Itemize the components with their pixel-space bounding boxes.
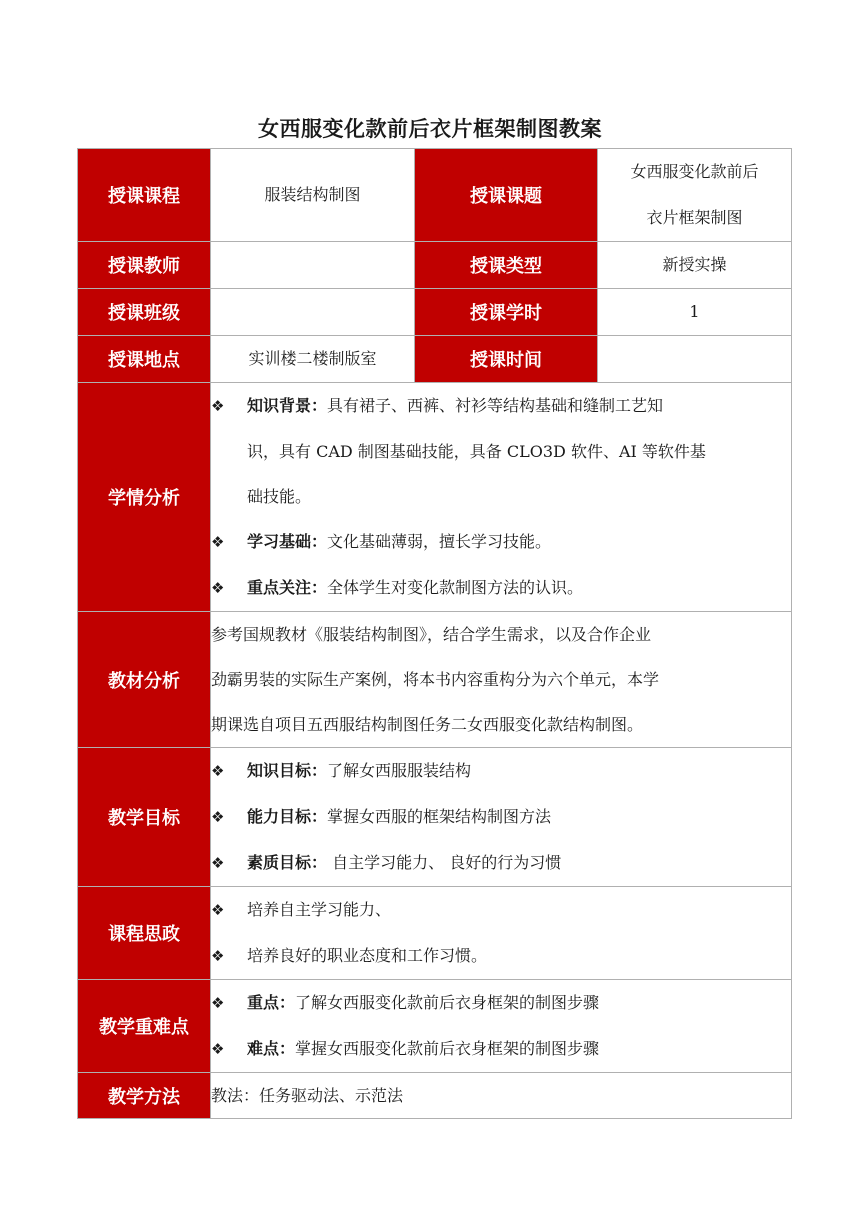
list-item <box>211 887 791 933</box>
item-key: 重点关注： <box>247 578 328 597</box>
learner-analysis-label: 学情分析 <box>78 383 211 612</box>
paragraph-line: 参考国规教材《服装结构制图》，结合学生需求，以及合作企业 <box>211 625 652 644</box>
textbook-analysis-label: 教材分析 <box>78 612 211 748</box>
diamond-bullet-icon: ❖ <box>211 579 225 597</box>
time-value <box>598 336 792 383</box>
topic-value-line: 女西服变化款前后 <box>630 162 759 181</box>
list-item <box>211 519 791 565</box>
textbook-analysis-content <box>211 612 792 748</box>
place-label: 授课地点 <box>78 336 211 383</box>
course-label: 授课课程 <box>78 149 211 242</box>
key-difficult-points-label: 教学重难点 <box>78 980 211 1073</box>
item-key: 重点： <box>247 993 296 1012</box>
place-value: 实训楼二楼制版室 <box>211 336 415 383</box>
teaching-goals-label: 教学目标 <box>78 748 211 887</box>
table-row <box>78 289 792 336</box>
teaching-goals-content <box>211 748 792 887</box>
item-text: 掌握女西服的框架结构制图方法 <box>327 807 552 826</box>
type-value: 新授实操 <box>598 242 792 289</box>
lesson-plan-table <box>77 148 792 1119</box>
item-key: 知识背景： <box>247 396 328 415</box>
list-item <box>211 383 791 429</box>
list-item <box>211 748 791 794</box>
item-text: 了解女西服变化款前后衣身框架的制图步骤 <box>295 993 600 1012</box>
table-row <box>78 612 792 748</box>
item-text: 全体学生对变化款制图方法的认识。 <box>327 578 584 597</box>
item-key: 知识目标： <box>247 761 328 780</box>
teacher-value <box>211 242 415 289</box>
hours-label: 授课学时 <box>415 289 598 336</box>
teacher-label: 授课教师 <box>78 242 211 289</box>
hours-value: 1 <box>598 289 792 336</box>
item-key: 能力目标： <box>247 807 328 826</box>
class-label: 授课班级 <box>78 289 211 336</box>
teaching-methods-content: 教法：任务驱动法、示范法 <box>211 1073 792 1119</box>
topic-value-line: 衣片框架制图 <box>646 208 743 227</box>
table-row <box>78 980 792 1073</box>
item-text: 培养良好的职业态度和工作习惯。 <box>247 946 488 965</box>
list-item <box>211 840 791 886</box>
diamond-bullet-icon: ❖ <box>211 762 225 780</box>
table-row <box>78 887 792 980</box>
diamond-bullet-icon: ❖ <box>211 397 225 415</box>
page-title: 女西服变化款前后衣片框架制图教案 <box>258 117 602 141</box>
diamond-bullet-icon: ❖ <box>211 994 225 1012</box>
course-ideology-content <box>211 887 792 980</box>
diamond-bullet-icon: ❖ <box>211 1040 225 1058</box>
topic-label: 授课课题 <box>415 149 598 242</box>
item-text: 掌握女西服变化款前后衣身框架的制图步骤 <box>295 1039 600 1058</box>
table-row <box>78 748 792 887</box>
key-difficult-points-content <box>211 980 792 1073</box>
course-ideology-label: 课程思政 <box>78 887 211 980</box>
course-value: 服装结构制图 <box>211 149 415 242</box>
table-row <box>78 242 792 289</box>
item-key: 素质目标： <box>247 853 328 872</box>
item-key: 难点： <box>247 1039 296 1058</box>
table-row <box>78 336 792 383</box>
diamond-bullet-icon: ❖ <box>211 808 225 826</box>
item-text: 了解女西服服装结构 <box>327 761 472 780</box>
item-key: 学习基础： <box>247 532 328 551</box>
time-label: 授课时间 <box>415 336 598 383</box>
diamond-bullet-icon: ❖ <box>211 947 225 965</box>
list-item <box>211 794 791 840</box>
item-text: 文化基础薄弱，擅长学习技能。 <box>327 532 552 551</box>
paragraph-line: 期课选自项目五西服结构制图任务二女西服变化款结构制图。 <box>211 715 644 734</box>
topic-value <box>598 149 792 242</box>
item-text: 自主学习能力、 良好的行为习惯 <box>327 853 562 872</box>
learner-analysis-content <box>211 383 792 612</box>
list-item <box>211 933 791 979</box>
list-item <box>211 980 791 1026</box>
list-item <box>211 1026 791 1072</box>
paragraph-line: 劲霸男装的实际生产案例，将本书内容重构分为六个单元，本学 <box>211 670 660 689</box>
item-continuation: 础技能。 <box>247 487 312 506</box>
item-continuation: 识，具有 CAD 制图基础技能，具备 CLO3D 软件、AI 等软件基 <box>247 442 706 461</box>
teaching-methods-label: 教学方法 <box>78 1073 211 1119</box>
table-row <box>78 149 792 242</box>
item-text: 培养自主学习能力、 <box>247 900 392 919</box>
list-item <box>211 565 791 611</box>
item-text: 具有裙子、西裤、衬衫等结构基础和缝制工艺知 <box>327 396 664 415</box>
diamond-bullet-icon: ❖ <box>211 854 225 872</box>
table-row <box>78 1073 792 1119</box>
table-row <box>78 383 792 612</box>
type-label: 授课类型 <box>415 242 598 289</box>
diamond-bullet-icon: ❖ <box>211 901 225 919</box>
diamond-bullet-icon: ❖ <box>211 533 225 551</box>
class-value <box>211 289 415 336</box>
